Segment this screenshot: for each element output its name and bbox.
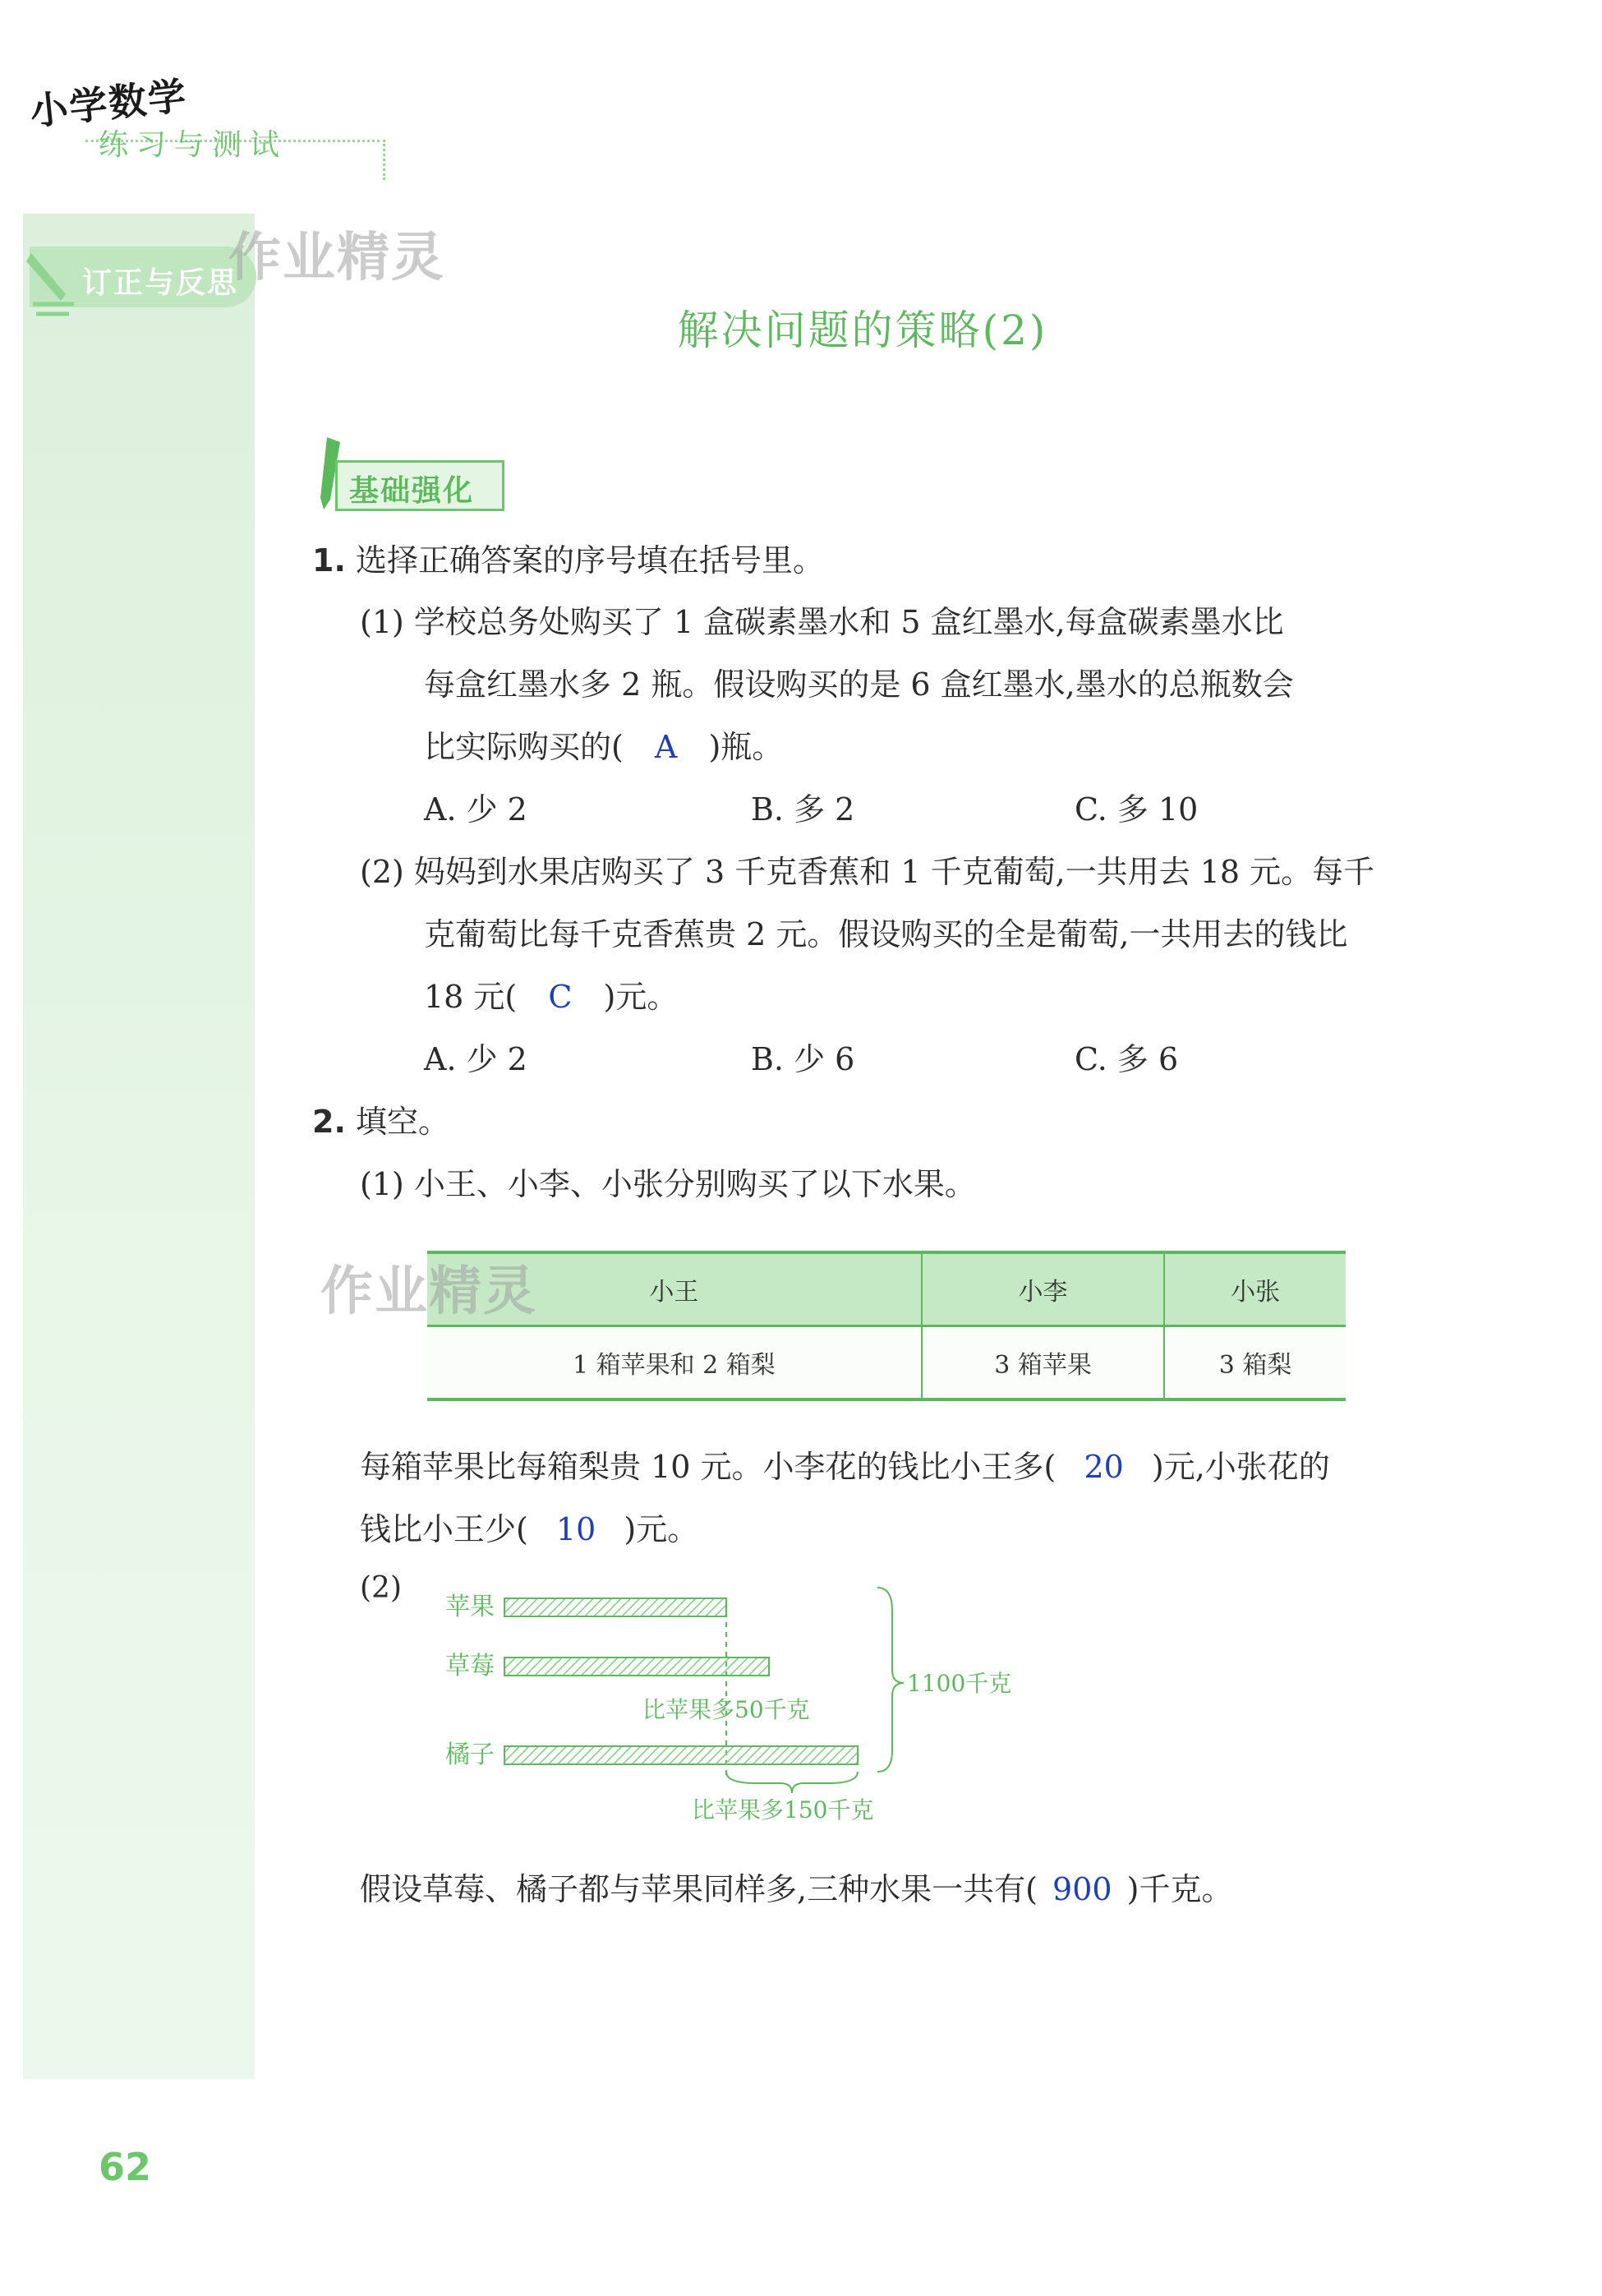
question-2 <box>312 1101 449 1142</box>
option-b: B. 少 6 <box>751 1041 855 1077</box>
q1-p2-line1: (2) 妈妈到水果店购买了 3 千克香蕉和 1 千克葡萄,一共用去 18 元。每千 <box>360 854 1375 890</box>
text: 每箱苹果比每箱梨贵 10 元。小李花的钱比小王多( <box>360 1449 1056 1485</box>
table-header: 小李 <box>922 1252 1164 1326</box>
question-stem: 选择正确答案的序号填在括号里。 <box>355 542 824 579</box>
diagram-label-apple: 苹果 <box>445 1593 495 1621</box>
q1-p1-line1: (1) 学校总务处购买了 1 盒碳素墨水和 5 盒红墨水,每盒碳素墨水比 <box>360 604 1284 640</box>
diagram-total: 1100千克 <box>907 1670 1012 1697</box>
watermark: 作业精灵 <box>320 1261 537 1322</box>
text: 18 元( <box>424 979 518 1015</box>
diagram-label-orange: 橘子 <box>445 1740 495 1769</box>
section-badge <box>335 460 504 511</box>
q2-p1-intro: (1) 小王、小李、小张分别购买了以下水果。 <box>360 1166 976 1202</box>
table-cell: 3 箱梨 <box>1164 1326 1346 1400</box>
brace-total <box>877 1588 904 1772</box>
answer-field[interactable]: A <box>654 729 678 765</box>
answer-field[interactable]: 10 <box>555 1511 596 1547</box>
table-header: 小王 <box>427 1252 922 1326</box>
q2-p2-line <box>360 1869 1232 1910</box>
text: )瓶。 <box>708 729 784 765</box>
text: )千克。 <box>1126 1871 1233 1907</box>
brace-lower <box>726 1772 858 1793</box>
section-label: 基础强化 <box>349 474 475 508</box>
diagram-note: 比苹果多150千克 <box>692 1796 874 1823</box>
answer-field[interactable]: 900 <box>1052 1871 1112 1907</box>
table-header: 小张 <box>1164 1252 1346 1326</box>
sidebar-tab-label: 订正与反思 <box>82 266 239 300</box>
fruit-table <box>427 1251 1346 1401</box>
answer-field[interactable]: 20 <box>1084 1449 1124 1485</box>
brand-subtitle: 练习与测试 <box>99 128 288 162</box>
bar-orange <box>504 1746 858 1764</box>
option-a: A. 少 2 <box>424 1041 527 1077</box>
q1-p1-line2: 每盒红墨水多 2 瓶。假设购买的是 6 盒红墨水,墨水的总瓶数会 <box>424 666 1294 703</box>
watermark: 作业精灵 <box>228 228 445 288</box>
text: 钱比小王少( <box>360 1511 528 1547</box>
brand-title: 小学数学 <box>28 73 190 134</box>
option-b: B. 多 2 <box>751 791 855 828</box>
bar-strawberry <box>504 1657 769 1676</box>
question-number: 1. <box>312 542 346 579</box>
diagram-label-strawberry: 草莓 <box>445 1652 495 1681</box>
diagram-note: 比苹果多50千克 <box>642 1696 810 1723</box>
page-number: 62 <box>99 2145 152 2189</box>
table-row <box>427 1326 1346 1400</box>
text: 假设草莓、橘子都与苹果同样多,三种水果一共有( <box>360 1871 1038 1907</box>
text: )元,小张花的 <box>1151 1449 1330 1485</box>
text: )元。 <box>624 1511 699 1547</box>
answer-field[interactable]: C <box>548 979 573 1015</box>
q2-p1-line2 <box>360 1509 698 1550</box>
text: )元。 <box>603 979 679 1015</box>
page-title: 解决问题的策略(2) <box>677 307 1048 354</box>
table-cell: 3 箱苹果 <box>922 1326 1164 1400</box>
question-stem: 填空。 <box>355 1104 449 1140</box>
option-c: C. 多 6 <box>1075 1041 1179 1077</box>
correction-sidebar <box>23 214 255 2079</box>
q1-p2-line2: 克葡萄比每千克香蕉贵 2 元。假设购买的全是葡萄,一共用去的钱比 <box>424 916 1348 952</box>
question-number: 2. <box>312 1104 346 1140</box>
segment-diagram <box>427 1578 1101 1824</box>
q2-p1-line1 <box>360 1446 1330 1487</box>
option-a: A. 少 2 <box>424 791 527 828</box>
table-header-row <box>427 1252 1346 1326</box>
table-cell: 1 箱苹果和 2 箱梨 <box>427 1326 922 1400</box>
q1-p1-line3 <box>424 726 783 768</box>
option-c: C. 多 10 <box>1075 791 1199 828</box>
q1-p2-line3 <box>424 976 678 1017</box>
pencil-icon <box>25 245 82 327</box>
text: 比实际购买的( <box>424 729 624 765</box>
q2-p2-label: (2) <box>360 1571 402 1605</box>
bar-apple <box>504 1598 726 1616</box>
question-1 <box>312 540 824 581</box>
